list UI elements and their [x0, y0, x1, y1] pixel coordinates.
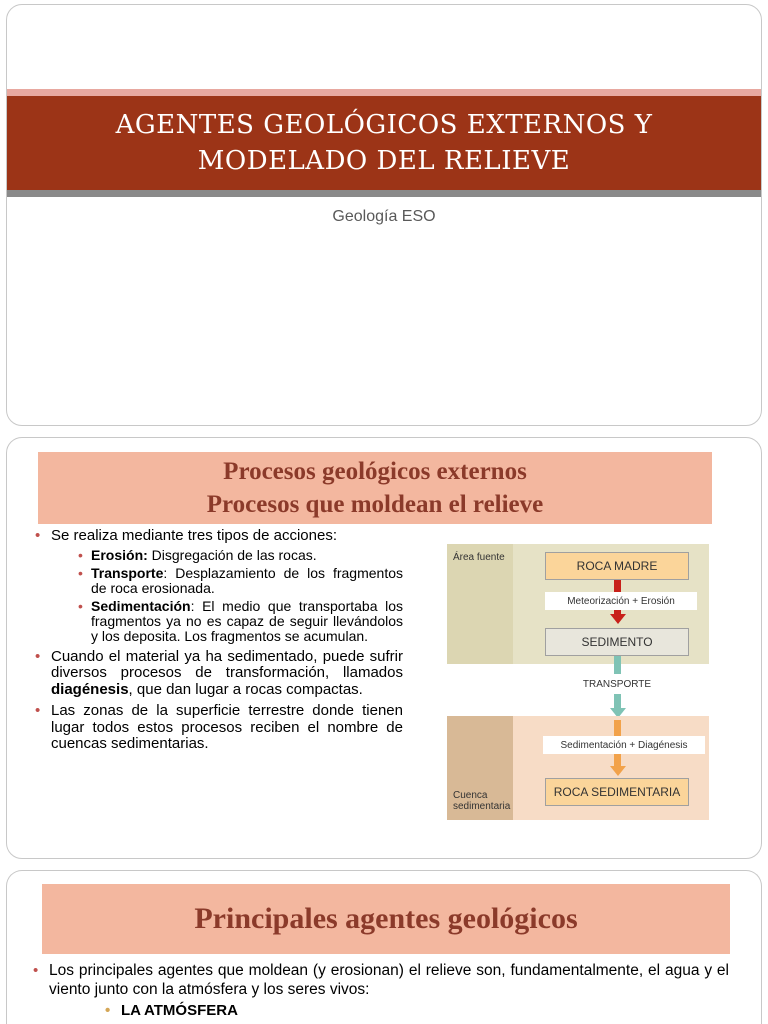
definition: Disgregación de las rocas.	[147, 546, 317, 563]
sub-bullet-list	[51, 548, 403, 644]
bullet-text: Cuando el material ya ha sedimentado, puede sufrir diversos procesos de transformación, llamados	[51, 647, 403, 681]
arrow-teal-shaft	[614, 656, 621, 674]
sub-bullet-sedimentacion	[51, 599, 403, 644]
step-meteorizacion: Meteorización + Erosión	[545, 592, 697, 610]
slide-heading	[42, 884, 730, 954]
arrow-red-shaft	[614, 580, 621, 592]
arrow-red-head	[610, 614, 626, 624]
slide-heading	[38, 452, 712, 524]
box-sedimento: SEDIMENTO	[545, 628, 689, 656]
bullet-text: Se realiza mediante tres tipos de acciones:	[51, 527, 337, 544]
arrow-orange-head	[610, 766, 626, 776]
sub-bullet-erosion	[51, 548, 403, 563]
sub-bullet-atmosfera: • LA ATMÓSFERA	[29, 1001, 729, 1020]
bullet-text: Las zonas de la superficie terrestre donde tienen lugar todos estos procesos reciben el nombre de cuencas sedimentarias.	[51, 702, 403, 752]
heading-text: Principales agentes geológicos	[194, 902, 578, 935]
bullet-item	[31, 703, 403, 753]
subtitle: Geología ESO	[332, 208, 436, 225]
bullet-text: Los principales agentes que moldean (y erosionan) el relieve son, fundamentalmente, el agua y el viento junto con la atmósfera y los seres vivos:	[49, 962, 729, 998]
basin-label-line-1: Cuenca	[453, 790, 488, 801]
box-roca-sedimentaria: ROCA SEDIMENTARIA	[545, 778, 689, 806]
term-diagenesis: diagénesis	[51, 680, 129, 698]
process-diagram	[447, 544, 709, 820]
basin-label-line-2: sedimentaria	[453, 801, 511, 812]
term-transporte: Transporte	[91, 564, 164, 581]
title-slide	[6, 4, 762, 426]
sub-bullet-transporte	[51, 566, 403, 596]
box-roca-madre: ROCA MADRE	[545, 552, 689, 580]
heading-line-1: Procesos geológicos externos	[223, 458, 527, 485]
term-erosion: Erosión:	[91, 546, 148, 563]
step-sedimentacion: Sedimentación + Diagénesis	[543, 736, 705, 754]
definition: : Desplazamiento de los fragmentos de roca erosionada.	[91, 564, 403, 596]
title-line-2: MODELADO DEL RELIEVE	[197, 146, 571, 176]
bullet-list	[29, 961, 729, 1020]
definition: : El medio que transportaba los fragmentos ya no es capaz de seguir llevándolos y los deposita. Los fragmentos se acumulan.	[91, 597, 403, 644]
title-line-1: AGENTES GEOLÓGICOS EXTERNOS Y	[115, 110, 653, 140]
bullet-list	[31, 528, 403, 758]
presentation-title	[116, 107, 653, 179]
processes-slide	[6, 437, 762, 859]
agents-slide	[6, 870, 762, 1024]
title-band	[7, 96, 761, 190]
term-sedimentacion: Sedimentación	[91, 597, 191, 614]
heading-line-2: Procesos que moldean el relieve	[206, 491, 544, 518]
label-transporte: TRANSPORTE	[567, 676, 667, 692]
title-band-accent-top	[7, 89, 761, 96]
bullet-text: , que dan lugar a rocas compactas.	[128, 680, 363, 698]
bullet-item	[31, 528, 403, 644]
bullet-item	[31, 649, 403, 699]
arrow-orange-shaft	[614, 720, 621, 736]
title-band-accent-bottom	[7, 190, 761, 197]
bullet-item	[29, 961, 729, 999]
source-area-label: Área fuente	[453, 552, 505, 563]
